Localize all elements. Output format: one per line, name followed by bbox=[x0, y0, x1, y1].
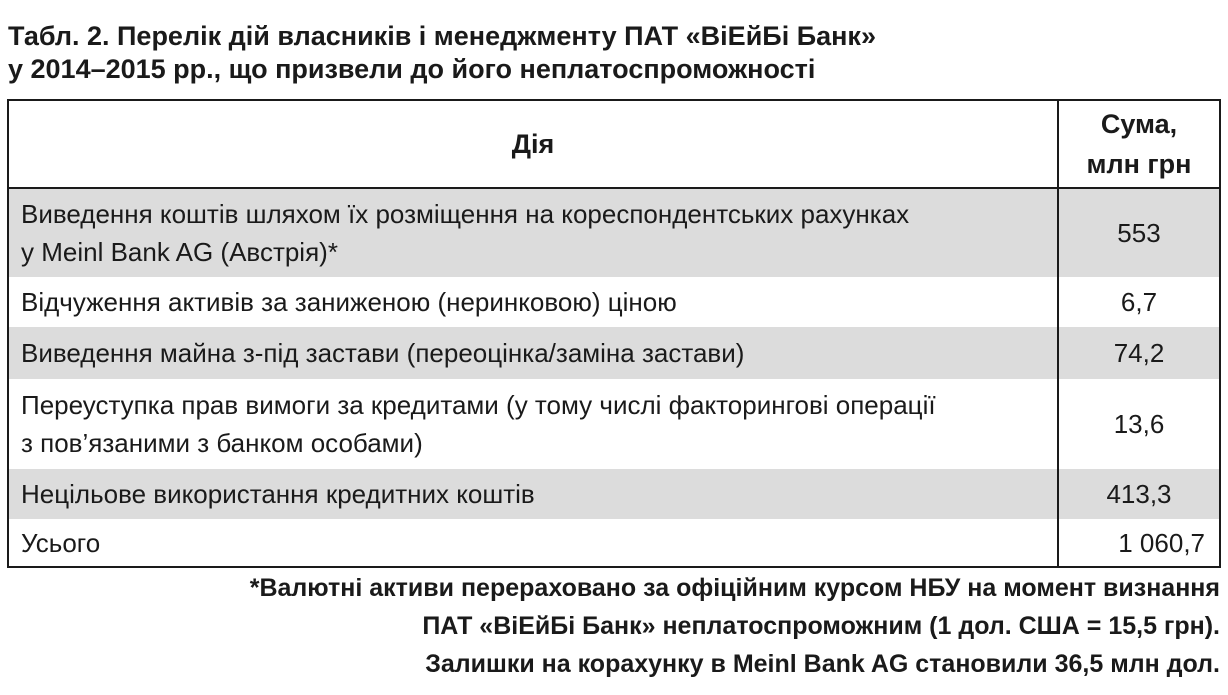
row-action-line1: Виведення коштів шляхом їх розміщення на кореспондентських рахунках bbox=[21, 199, 910, 229]
row-action-line1: Переуступка прав вимоги за кредитами (у тому числі факторингові операції bbox=[21, 390, 936, 420]
header-action: Дія bbox=[511, 129, 555, 159]
row-action bbox=[9, 379, 1057, 469]
table-header-row bbox=[9, 101, 1219, 189]
row-sum: 413,3 bbox=[1057, 469, 1219, 519]
footnote-line1: *Валютні активи перераховано за офіційним курсом НБУ на момент визнання bbox=[249, 574, 1220, 602]
table-row bbox=[9, 189, 1219, 277]
header-sum-line1: Сума, bbox=[1100, 109, 1178, 139]
footnote bbox=[250, 569, 1220, 683]
row-action: Нецільове використання кредитних коштів bbox=[21, 479, 535, 509]
row-sum: 553 bbox=[1057, 189, 1219, 277]
row-action-line2: у Meinl Bank AG (Австрія)* bbox=[21, 237, 338, 267]
table-total-row bbox=[9, 519, 1219, 566]
actions-table bbox=[7, 99, 1221, 568]
total-label: Усього bbox=[21, 527, 101, 558]
table-row bbox=[9, 277, 1219, 327]
row-action-line2: з пов’язаними з банком особами) bbox=[21, 428, 423, 458]
total-sum: 1 060,7 bbox=[1057, 519, 1219, 566]
row-sum: 13,6 bbox=[1057, 379, 1219, 469]
footnote-line2: ПАТ «ВіЕйБі Банк» неплатоспроможним (1 дол. США = 15,5 грн). bbox=[422, 612, 1220, 640]
table-title-line1: Табл. 2. Перелік дій власників і менеджменту ПАТ «ВіЕйБі Банк» bbox=[8, 21, 876, 51]
table-title bbox=[8, 20, 876, 86]
row-sum: 6,7 bbox=[1057, 277, 1219, 327]
row-sum: 74,2 bbox=[1057, 327, 1219, 379]
table-row bbox=[9, 327, 1219, 379]
table-row bbox=[9, 469, 1219, 519]
row-action bbox=[9, 189, 1057, 277]
row-action: Виведення майна з-під застави (переоцінка/заміна застави) bbox=[21, 338, 745, 368]
row-action: Відчуження активів за заниженою (неринковою) ціною bbox=[21, 287, 677, 317]
header-sum bbox=[1057, 101, 1219, 187]
table-title-line2: у 2014–2015 рр., що призвели до його неплатоспроможності bbox=[8, 54, 816, 84]
table-row bbox=[9, 379, 1219, 469]
footnote-line3: Залишки на кораxунку в Meinl Bank AG становили 36,5 млн дол. bbox=[425, 650, 1220, 678]
header-sum-line2: млн грн bbox=[1086, 149, 1192, 179]
